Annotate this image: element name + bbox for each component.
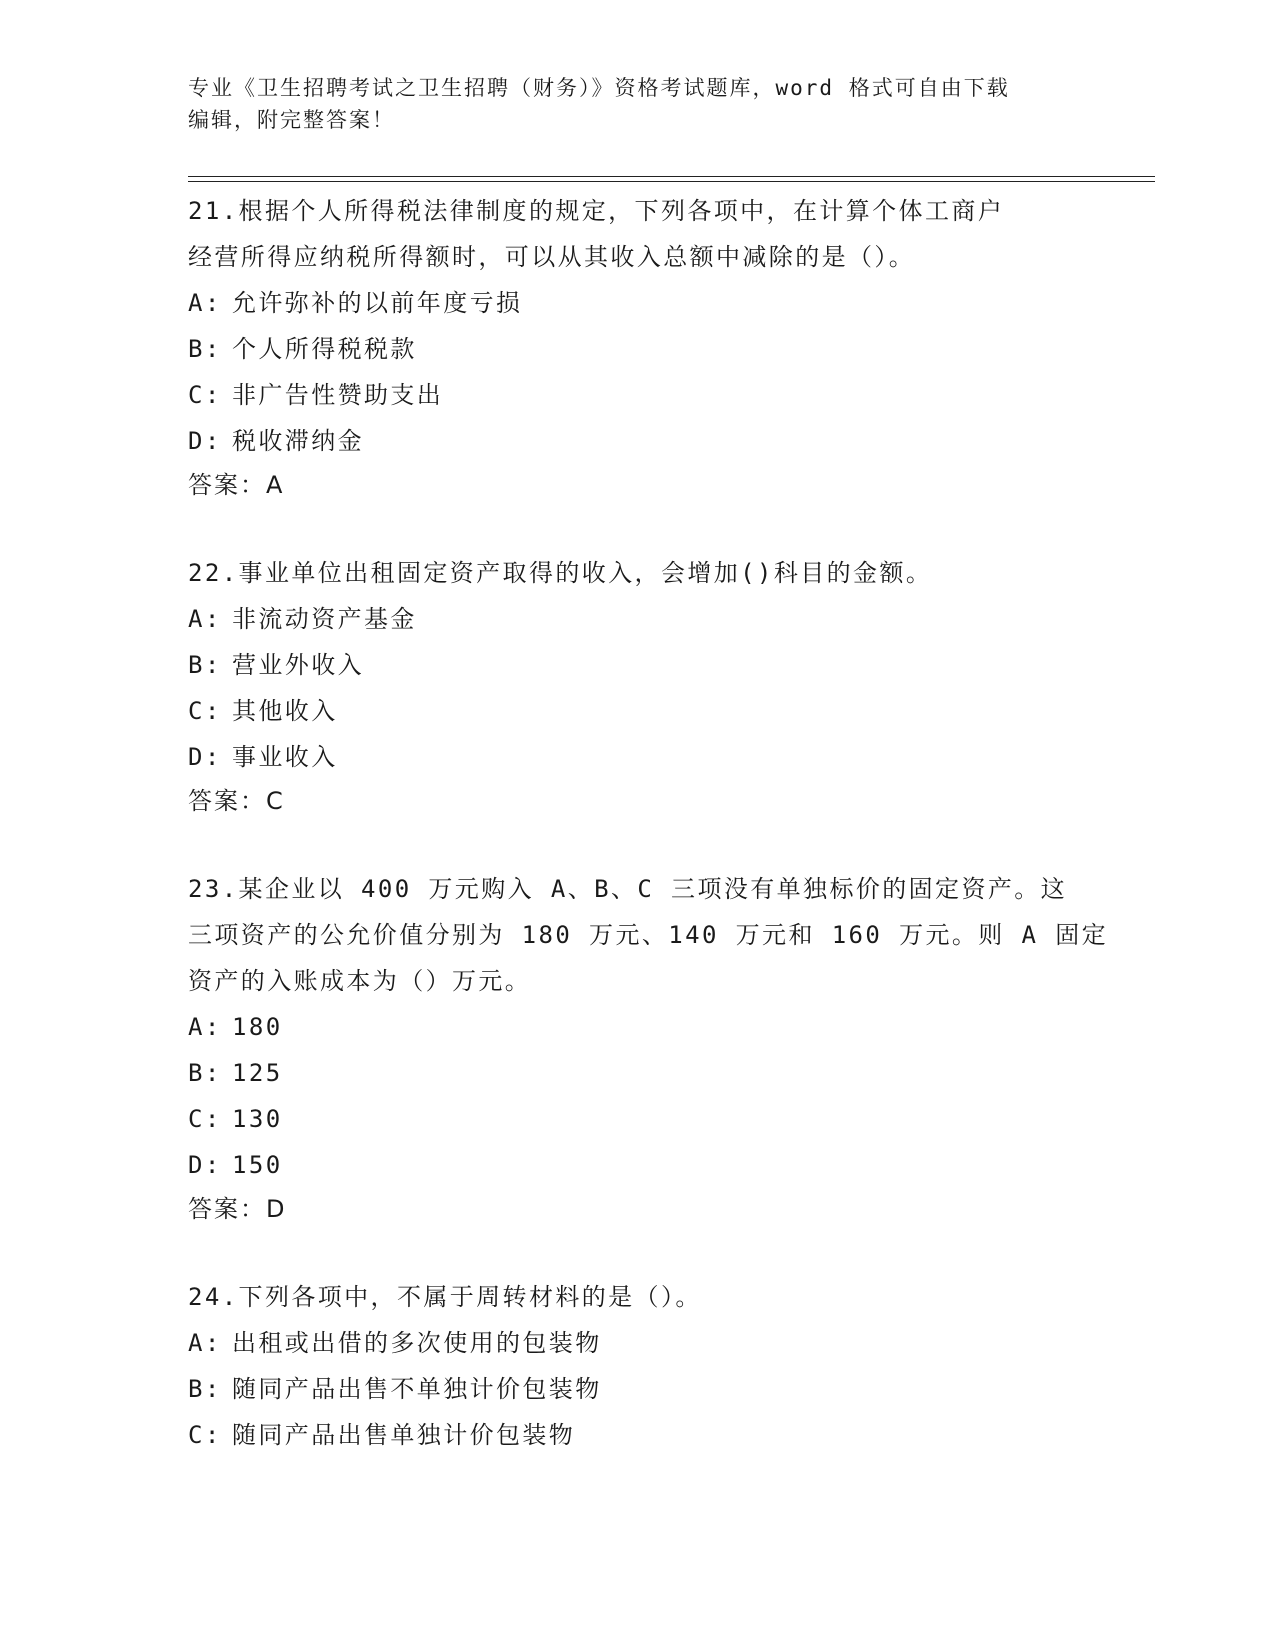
option-letter: A: <box>188 289 222 317</box>
header-divider-top <box>188 176 1155 177</box>
answer-option <box>188 1320 1088 1366</box>
question-stem-line: 经营所得应纳税所得额时，可以从其收入总额中减除的是（）。 <box>188 243 916 271</box>
answer-option <box>188 688 1088 734</box>
question-block <box>188 866 1109 1230</box>
answer-option <box>188 596 1088 642</box>
question-stem <box>188 1274 1088 1320</box>
answer-option <box>188 642 1088 688</box>
answer-option <box>188 1096 1088 1142</box>
option-text: 非广告性赞助支出 <box>232 381 444 409</box>
header-divider-bottom <box>188 181 1155 182</box>
option-text: 随同产品出售不单独计价包装物 <box>232 1375 602 1403</box>
answer-option <box>188 734 1088 780</box>
question-stem <box>188 550 1088 596</box>
header-line: 编辑，附完整答案！ <box>188 108 395 132</box>
document-header <box>188 72 1078 136</box>
answer-option <box>188 1366 1088 1412</box>
question-stem-line: 资产的入账成本为（）万元。 <box>188 967 532 995</box>
option-letter: C: <box>188 381 222 409</box>
option-letter: D: <box>188 743 222 771</box>
option-text: 个人所得税税款 <box>232 335 417 363</box>
answer-option <box>188 372 1088 418</box>
question-stem-line: 24.下列各项中，不属于周转材料的是（）。 <box>188 1283 702 1311</box>
option-text: 随同产品出售单独计价包装物 <box>232 1421 576 1449</box>
answer-option <box>188 1412 1088 1458</box>
answer-key: 答案：C <box>188 787 285 815</box>
question-stem-line: 三项资产的公允价值分别为 180 万元、140 万元和 160 万元。则 A 固定 <box>188 921 1109 949</box>
answer-option <box>188 326 1088 372</box>
option-letter: D: <box>188 427 222 455</box>
question-stem <box>188 188 1088 280</box>
question-stem-line: 21.根据个人所得税法律制度的规定，下列各项中，在计算个体工商户 <box>188 197 1005 225</box>
option-letter: B: <box>188 1059 222 1087</box>
option-text: 非流动资产基金 <box>232 605 417 633</box>
answer-option <box>188 418 1088 464</box>
header-line: 专业《卫生招聘考试之卫生招聘（财务）》资格考试题库，word 格式可自由下载 <box>188 76 1010 100</box>
question-block <box>188 188 1088 506</box>
option-text: 130 <box>232 1105 283 1133</box>
answer-option <box>188 1004 1088 1050</box>
question-block <box>188 1274 1088 1458</box>
option-text: 允许弥补的以前年度亏损 <box>232 289 523 317</box>
question-list <box>188 188 1109 1502</box>
option-letter: A: <box>188 1329 222 1357</box>
option-letter: B: <box>188 335 222 363</box>
option-text: 其他收入 <box>232 697 338 725</box>
option-letter: C: <box>188 697 222 725</box>
option-text: 税收滞纳金 <box>232 427 364 455</box>
option-text: 事业收入 <box>232 743 338 771</box>
question-block <box>188 550 1088 822</box>
option-letter: A: <box>188 605 222 633</box>
option-letter: C: <box>188 1105 222 1133</box>
answer-option <box>188 1142 1088 1188</box>
question-stem <box>188 866 1109 1004</box>
option-letter: B: <box>188 1375 222 1403</box>
option-letter: C: <box>188 1421 222 1449</box>
option-text: 出租或出借的多次使用的包装物 <box>232 1329 602 1357</box>
answer-option <box>188 1050 1088 1096</box>
option-text: 180 <box>232 1013 283 1041</box>
question-stem-line: 23.某企业以 400 万元购入 A、B、C 三项没有单独标价的固定资产。这 <box>188 875 1068 903</box>
option-text: 营业外收入 <box>232 651 364 679</box>
question-stem-line: 22.事业单位出租固定资产取得的收入，会增加()科目的金额。 <box>188 559 933 587</box>
option-text: 125 <box>232 1059 283 1087</box>
option-letter: A: <box>188 1013 222 1041</box>
answer-key: 答案：A <box>188 471 285 499</box>
option-text: 150 <box>232 1151 283 1179</box>
answer-option <box>188 280 1088 326</box>
option-letter: D: <box>188 1151 222 1179</box>
option-letter: B: <box>188 651 222 679</box>
answer-key: 答案：D <box>188 1195 287 1223</box>
